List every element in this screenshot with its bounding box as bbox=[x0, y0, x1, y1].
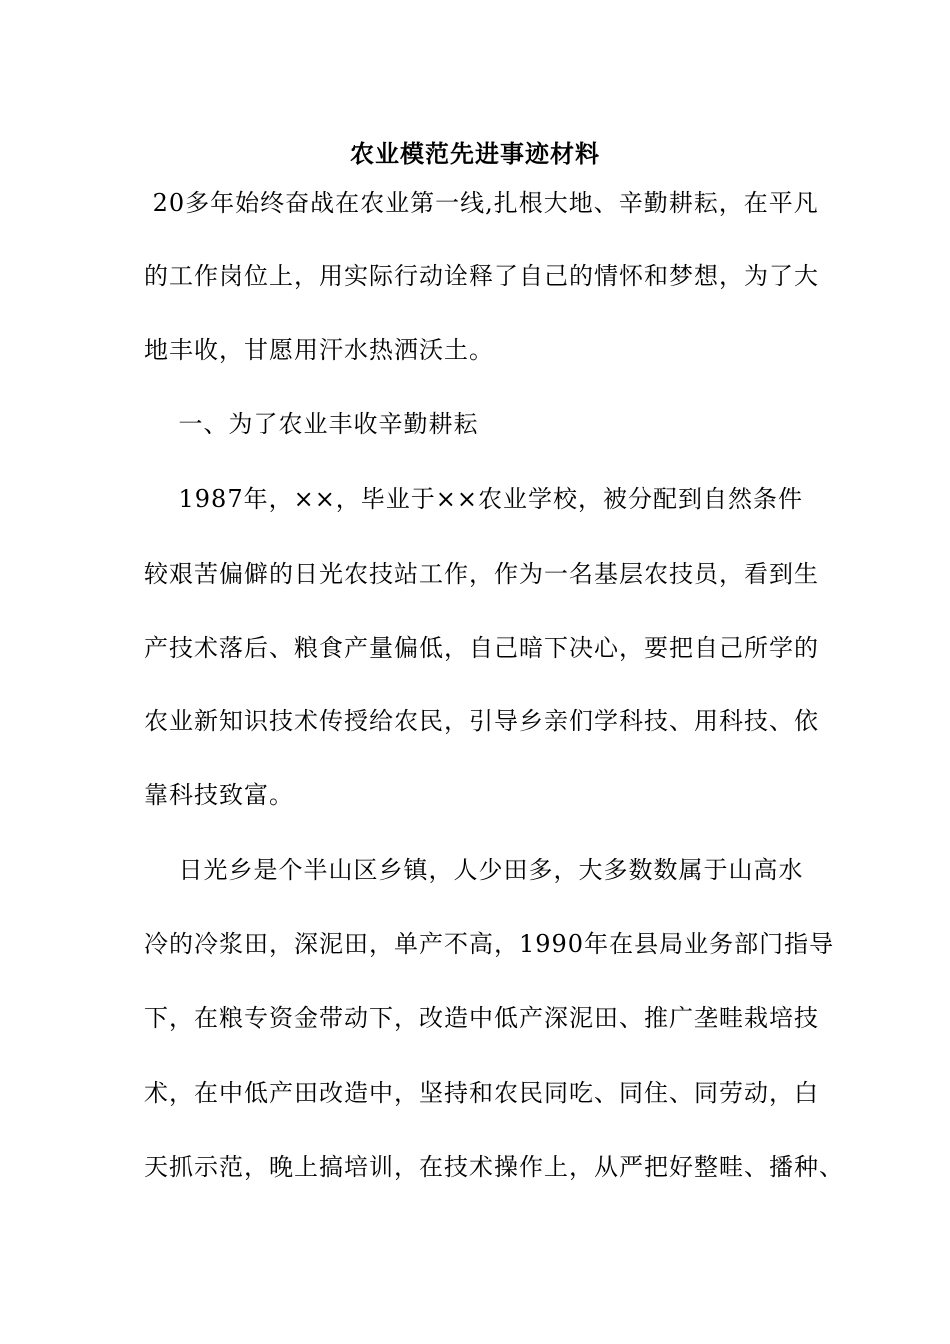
text-line: 靠科技致富。 bbox=[144, 781, 294, 809]
text-line: 农业新知识技术传授给农民，引导乡亲们学科技、用科技、依 bbox=[144, 707, 819, 735]
text-line: 产技术落后、粮食产量偏低，自己暗下决心，要把自己所学的 bbox=[144, 634, 819, 662]
text-line: 下，在粮专资金带动下，改造中低产深泥田、推广垄畦栽培技 bbox=[144, 1004, 819, 1032]
text-line: 20多年始终奋战在农业第一线,扎根大地、辛勤耕耘，在平凡 bbox=[144, 189, 819, 217]
section-heading: 一、为了农业丰收辛勤耕耘 bbox=[144, 410, 479, 438]
text-line: 较艰苦偏僻的日光农技站工作，作为一名基层农技员，看到生 bbox=[144, 560, 819, 588]
text-line: 术，在中低产田改造中，坚持和农民同吃、同住、同劳动，白 bbox=[144, 1079, 819, 1107]
text-line: 冷的冷浆田，深泥田，单产不高，1990年在县局业务部门指导 bbox=[144, 930, 835, 958]
text-line: 的工作岗位上，用实际行动诠释了自己的情怀和梦想，为了大 bbox=[144, 262, 819, 290]
text-line: 地丰收，甘愿用汗水热洒沃土。 bbox=[144, 336, 494, 364]
text-line: 1987年，××，毕业于××农业学校，被分配到自然条件 bbox=[144, 485, 804, 513]
text-line: 日光乡是个半山区乡镇，人少田多，大多数数属于山高水 bbox=[144, 856, 804, 884]
document-title: 农业模范先进事迹材料 bbox=[350, 139, 600, 168]
text-line: 天抓示范，晚上搞培训，在技术操作上，从严把好整畦、播种、 bbox=[144, 1153, 844, 1181]
